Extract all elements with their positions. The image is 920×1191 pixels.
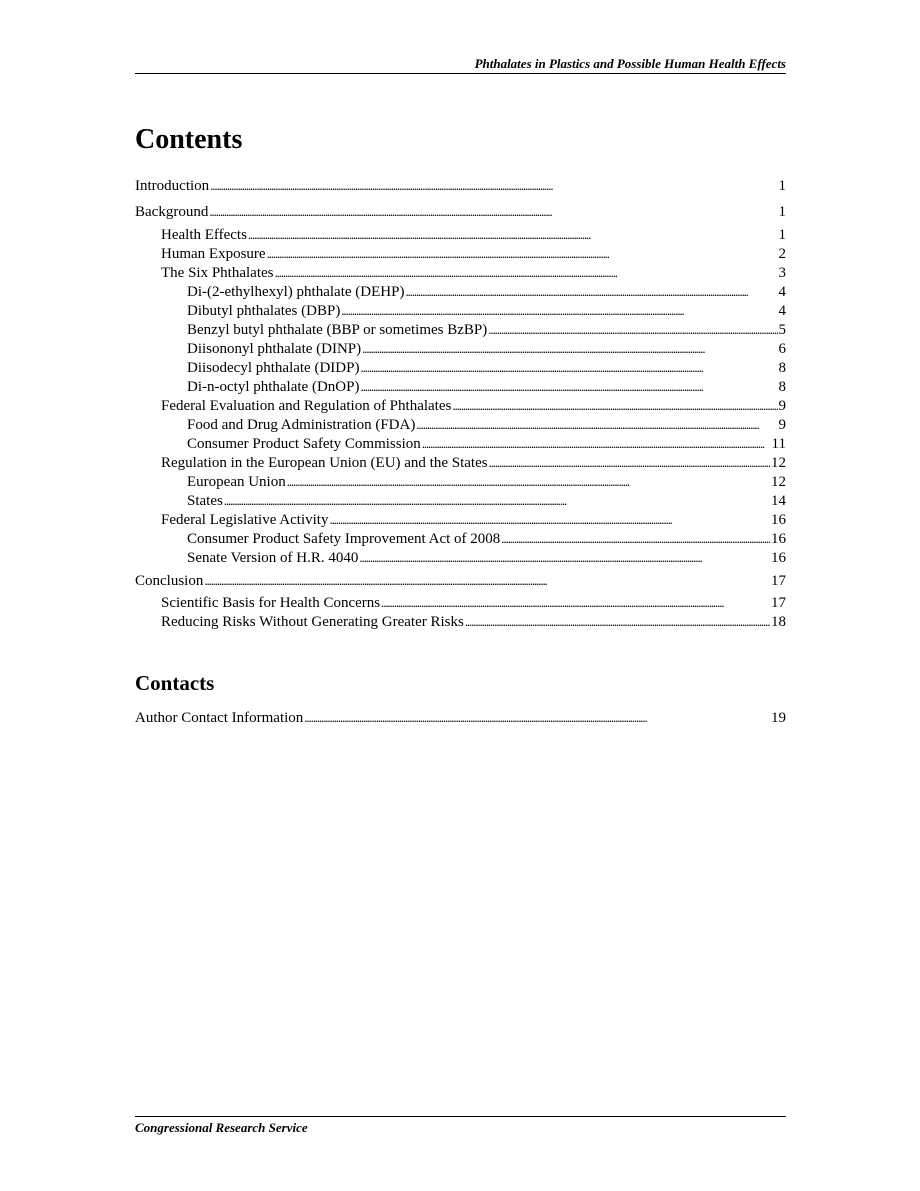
toc-dot-leader bbox=[224, 491, 770, 511]
toc-entry[interactable] bbox=[135, 529, 786, 548]
toc-dot-leader bbox=[275, 263, 778, 283]
toc-dot-leader bbox=[210, 176, 777, 196]
toc-entry[interactable] bbox=[135, 510, 786, 529]
toc-entry-page-number: 4 bbox=[778, 284, 786, 300]
toc-dot-leader bbox=[489, 453, 770, 473]
toc-entry-label: Diisononyl phthalate (DINP) bbox=[187, 341, 362, 357]
toc-dot-leader bbox=[488, 320, 777, 340]
toc-dot-leader bbox=[360, 377, 777, 397]
toc-entry-page-number: 2 bbox=[778, 246, 786, 262]
toc-entry[interactable] bbox=[135, 396, 786, 415]
toc-entry-page-number: 17 bbox=[771, 595, 786, 611]
toc-entry-page-number: 9 bbox=[778, 398, 786, 414]
toc-entry-page-number: 8 bbox=[778, 360, 786, 376]
toc-entry-label: Human Exposure bbox=[161, 246, 266, 262]
toc-dot-leader bbox=[267, 244, 778, 264]
toc-dot-leader bbox=[465, 612, 770, 632]
toc-entry[interactable] bbox=[135, 434, 786, 453]
toc-entry-label: The Six Phthalates bbox=[161, 265, 274, 281]
toc-entry-label: Di-(2-ethylhexyl) phthalate (DEHP) bbox=[187, 284, 405, 300]
header-rule bbox=[135, 73, 786, 74]
toc-entry[interactable] bbox=[135, 202, 786, 221]
toc-entry-page-number: 1 bbox=[778, 227, 786, 243]
toc-entry-label: Conclusion bbox=[135, 573, 204, 589]
toc-dot-leader bbox=[209, 202, 777, 222]
toc-dot-leader bbox=[341, 301, 777, 321]
toc-entry-page-number: 16 bbox=[771, 531, 786, 547]
toc-entry[interactable] bbox=[135, 415, 786, 434]
toc-entry[interactable] bbox=[135, 548, 786, 567]
toc-dot-leader bbox=[204, 571, 770, 591]
footer-rule bbox=[135, 1116, 786, 1117]
running-header: Phthalates in Plastics and Possible Human Health Effects bbox=[474, 56, 786, 71]
toc-entry[interactable] bbox=[135, 320, 786, 339]
toc-entry[interactable] bbox=[135, 244, 786, 263]
toc-entry[interactable] bbox=[135, 491, 786, 510]
toc-entry-page-number: 18 bbox=[771, 614, 786, 630]
toc-dot-leader bbox=[422, 434, 771, 454]
toc-entry-label: Introduction bbox=[135, 178, 210, 194]
toc-dot-leader bbox=[360, 358, 777, 378]
toc-dot-leader bbox=[416, 415, 777, 435]
toc-dot-leader bbox=[359, 548, 770, 568]
toc-entry-page-number: 1 bbox=[778, 178, 786, 194]
toc-entry-label: Senate Version of H.R. 4040 bbox=[187, 550, 359, 566]
contacts-title: Contacts bbox=[135, 671, 215, 695]
toc-entry-page-number: 9 bbox=[778, 417, 786, 433]
toc-entry[interactable] bbox=[135, 339, 786, 358]
toc-entry[interactable] bbox=[135, 263, 786, 282]
toc-entry-page-number: 1 bbox=[778, 204, 786, 220]
toc-entry-label: Di-n-octyl phthalate (DnOP) bbox=[187, 379, 360, 395]
toc-entry[interactable] bbox=[135, 377, 786, 396]
toc-entry[interactable] bbox=[135, 282, 786, 301]
toc-entry-page-number: 12 bbox=[771, 455, 786, 471]
toc-entry[interactable] bbox=[135, 453, 786, 472]
toc-entry-label: Regulation in the European Union (EU) and the States bbox=[161, 455, 488, 471]
toc-dot-leader bbox=[381, 593, 770, 613]
toc-dot-leader bbox=[452, 396, 777, 416]
toc-entry-page-number: 16 bbox=[771, 512, 786, 528]
toc-entry[interactable] bbox=[135, 225, 786, 244]
toc-dot-leader bbox=[405, 282, 777, 302]
toc-entry-label: Author Contact Information bbox=[135, 710, 304, 726]
toc-entry-label: Reducing Risks Without Generating Greater Risks bbox=[161, 614, 464, 630]
toc-entry[interactable] bbox=[135, 708, 786, 727]
toc-entry-page-number: 4 bbox=[778, 303, 786, 319]
toc-entry[interactable] bbox=[135, 472, 786, 491]
toc-entry-label: European Union bbox=[187, 474, 286, 490]
toc-entry-page-number: 11 bbox=[771, 436, 786, 452]
toc-entry-page-number: 14 bbox=[771, 493, 786, 509]
toc-dot-leader bbox=[501, 529, 770, 549]
toc-entry-label: Background bbox=[135, 204, 209, 220]
toc-dot-leader bbox=[287, 472, 770, 492]
toc-entry-label: Diisodecyl phthalate (DIDP) bbox=[187, 360, 360, 376]
toc-entry-page-number: 19 bbox=[771, 710, 786, 726]
toc-dot-leader bbox=[304, 708, 770, 728]
toc-entry-page-number: 3 bbox=[778, 265, 786, 281]
toc-entry-label: States bbox=[187, 493, 223, 509]
toc-entry[interactable] bbox=[135, 301, 786, 320]
toc-entry-label: Health Effects bbox=[161, 227, 247, 243]
toc-entry-label: Dibutyl phthalates (DBP) bbox=[187, 303, 341, 319]
toc-dot-leader bbox=[362, 339, 777, 359]
toc-entry[interactable] bbox=[135, 612, 786, 631]
toc-entry-label: Consumer Product Safety Commission bbox=[187, 436, 421, 452]
toc-entry-label: Federal Evaluation and Regulation of Phthalates bbox=[161, 398, 452, 414]
toc-entry-page-number: 17 bbox=[771, 573, 786, 589]
toc-entry-label: Consumer Product Safety Improvement Act of 2008 bbox=[187, 531, 501, 547]
toc-entry-label: Benzyl butyl phthalate (BBP or sometimes BzBP) bbox=[187, 322, 488, 338]
toc-entry[interactable] bbox=[135, 571, 786, 590]
toc-entry-label: Food and Drug Administration (FDA) bbox=[187, 417, 416, 433]
contents-title: Contents bbox=[135, 124, 243, 155]
toc-dot-leader bbox=[329, 510, 770, 530]
toc-entry-page-number: 5 bbox=[778, 322, 786, 338]
toc-entry[interactable] bbox=[135, 593, 786, 612]
toc-entry-page-number: 16 bbox=[771, 550, 786, 566]
toc-dot-leader bbox=[248, 225, 778, 245]
toc-entry-page-number: 12 bbox=[771, 474, 786, 490]
toc-entry-label: Scientific Basis for Health Concerns bbox=[161, 595, 381, 611]
toc-entry-page-number: 6 bbox=[778, 341, 786, 357]
toc-entry-page-number: 8 bbox=[778, 379, 786, 395]
running-footer: Congressional Research Service bbox=[135, 1120, 308, 1135]
toc-entry[interactable] bbox=[135, 358, 786, 377]
toc-entry-label: Federal Legislative Activity bbox=[161, 512, 329, 528]
toc-entry[interactable] bbox=[135, 176, 786, 195]
